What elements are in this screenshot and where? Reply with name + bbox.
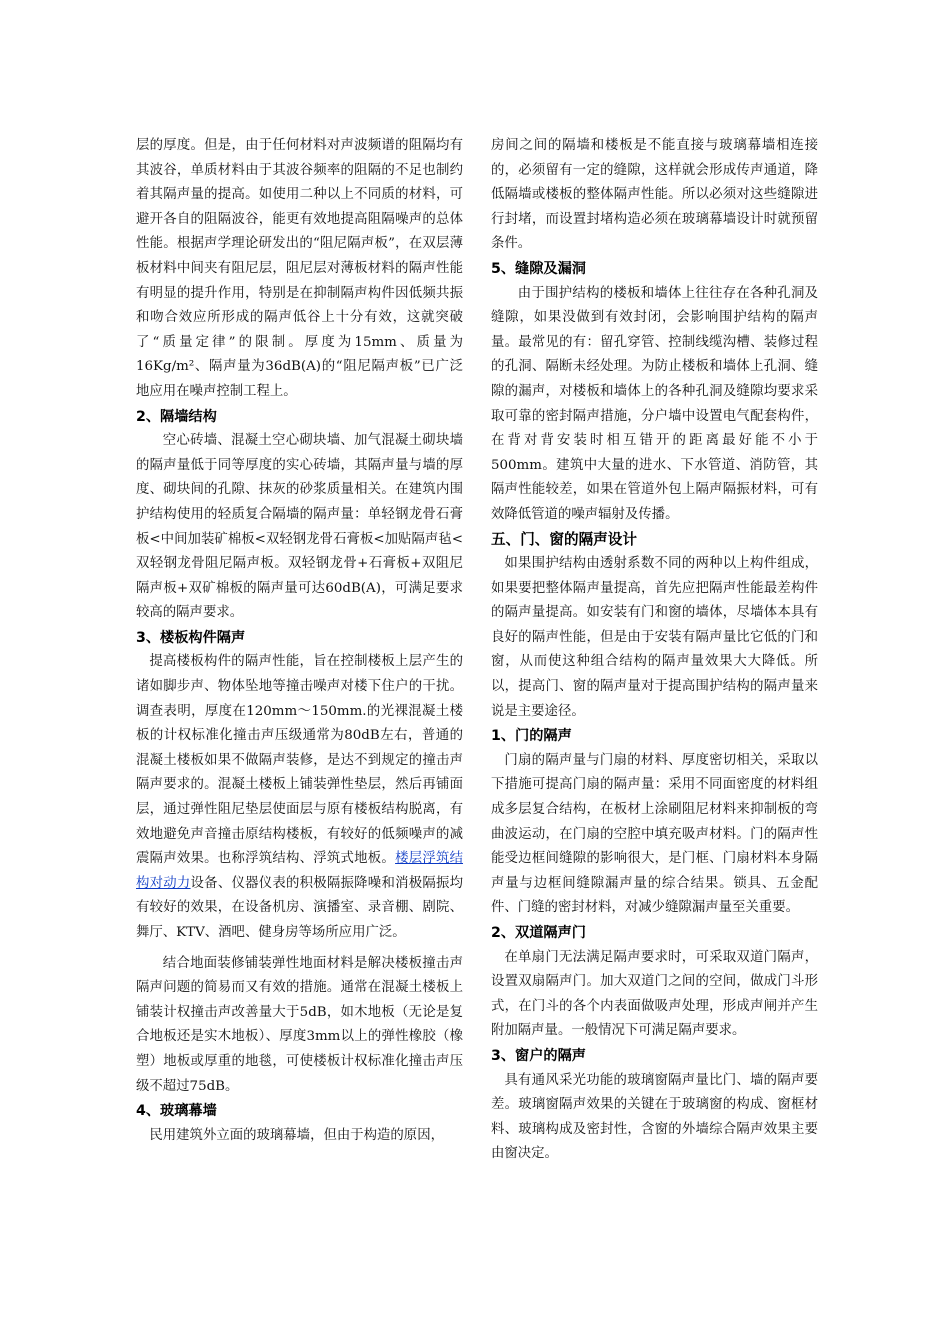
paragraph-partition-structure: 空心砖墙、混凝土空心砌块墙、加气混凝土砌块墙的隔声量低于同等厚度的实心砖墙，其隔声量与墙的厚度、砌块间的孔隙、抹灰的砂浆质量相关。在建筑内围护结构使用的轻质复合隔墙的隔声量：单轻钢龙骨石膏板<中间加装矿棉板<双轻钢龙骨石膏板<加贴隔声毡<双轻钢龙骨阻尼隔声板。双轻钢龙骨+石膏板+双阻尼隔声板+双矿棉板的隔声量可达60dB(A)，可满足要求较高的隔声要求。 bbox=[136, 433, 463, 621]
paragraph-door-window-design: 如果围护结构由透射系数不同的两种以上构件组成，如果要把整体隔声量提高，首先应把隔声性能最差构件的隔声量提高。如安装有门和窗的墙体，尽墙体本具有良好的隔声性能，但是由于安装有隔声量比它低的门和窗，从而使这种组合结构的隔声量效果大大降低。所以，提高门、窗的隔声量对于提高围护结构的隔声量来说是主要途径。 bbox=[491, 556, 818, 719]
heading-glass-curtain-wall: 4、玻璃幕墙 bbox=[136, 1103, 217, 1120]
paragraph-floor-insulation bbox=[136, 650, 463, 945]
heading-window-insulation: 3、窗户的隔声 bbox=[491, 1047, 586, 1064]
heading-partition-structure: 2、隔墙结构 bbox=[136, 408, 217, 425]
paragraph-floor-finish: 结合地面装修铺装弹性地面材料是解决楼板撞击声隔声问题的简易而又有效的措施。通常在混凝土楼板上铺装计权撞击声改善量大于5dB，如木地板（无论是复合地板还是实木地板）、厚度3mm以上的弹性橡胶（橡塑）地板或厚重的地毯，可使楼板计权标准化撞击声压级不超过75dB。 bbox=[136, 955, 463, 1094]
paragraph-door-insulation: 门扇的隔声量与门扇的材料、厚度密切相关，采取以下措施可提高门扇的隔声量：采用不同面密度的材料组成多层复合结构，在板材上涂刷阻尼材料来抑制板的弯曲波运动，在门扇的空腔中填充吸声材料。门的隔声性能受边框间缝隙的影响很大，是门框、门扇材料本身隔声量与边框间缝隙漏声量的综合结果。锁具、五金配件、门缝的密封材料，对减少缝隙漏声量至关重要。 bbox=[491, 752, 818, 916]
paragraph-glass-curtain-wall: 民用建筑外立面的玻璃幕墙，但由于构造的原因， bbox=[149, 1127, 444, 1143]
paragraph-gaps-and-holes: 由于围护结构的楼板和墙体上往往存在各种孔洞及缝隙，如果没做到有效封闭，会影响围护结构的隔声量。最常见的有：留孔穿管、控制线缆沟槽、装修过程的孔洞、隔断未经处理。为防止楼板和墙体上孔洞、缝隙的漏声，对楼板和墙体上的各种孔洞及缝隙均要求采取可靠的密封隔声措施，分户墙中设置电气配套构件，在背对背安装时相互错开的距离最好能不小于500mm。建筑中大量的进水、下水管道、消防管，其隔声性能较差，如果在管道外包上隔声隔振材料，可有效降低管道的噪声辐射及传播。 bbox=[491, 285, 818, 522]
heading-floor-insulation: 3、楼板构件隔声 bbox=[136, 629, 246, 646]
right-column bbox=[491, 134, 818, 1167]
heading-door-insulation: 1、门的隔声 bbox=[491, 728, 572, 745]
paragraph-window-insulation: 具有通风采光功能的玻璃窗隔声量比门、墙的隔声要差。玻璃窗隔声效果的关键在于玻璃窗的构成、窗框材料、玻璃构成及密封性，含窗的外墙综合隔声效果主要由窗决定。 bbox=[491, 1072, 818, 1162]
left-column bbox=[136, 134, 463, 1148]
paragraph-damping-panel: 层的厚度。但是，由于任何材料对声波频谱的阻隔均有其波谷，单质材料由于其波谷频率的阻隔的不足也制约着其隔声量的提高。如使用二种以上不同质的材料，可避开各自的阻隔波谷，能更有效地提高阻隔噪声的总体性能。根据声学理论研发出的“阻尼隔声板”，在双层薄板材料中间夹有阻尼层，阻尼层对薄板材料的隔声性能有明显的提升作用，特别是在抑制隔声构件因低频共振和吻合效应所形成的隔声低谷上十分有效，这就突破了“质量定律”的限制。厚度为15mm、质量为16Kg/m²、隔声量为36dB(A)的“阻尼隔声板”已广泛地应用在噪声控制工程上。 bbox=[136, 138, 463, 399]
paragraph-double-door: 在单扇门无法满足隔声要求时，可采取双道门隔声，设置双扇隔声门。加大双道门之间的空间，做成门斗形式，在门斗的各个内表面做吸声处理，形成声闸并产生附加隔声量。一般情况下可满足隔声要求。 bbox=[491, 949, 818, 1039]
paragraph-curtain-gaps: 房间之间的隔墙和楼板是不能直接与玻璃幕墙相连接的，必须留有一定的缝隙，这样就会形成传声通道，降低隔墙或楼板的整体隔声性能。所以必须对这些缝隙进行封堵，而设置封堵构造必须在玻璃幕墙设计时就预留条件。 bbox=[491, 138, 818, 252]
heading-gaps-and-holes: 5、缝隙及漏洞 bbox=[491, 260, 586, 277]
heading-door-window-design: 五、门、窗的隔声设计 bbox=[491, 530, 637, 548]
floating-floor-link[interactable]: 楼层浮筑结构对动力 bbox=[136, 851, 464, 891]
floor-text-part2: 设备、仪器仪表的积极隔振降噪和消极隔振均有较好的效果，在设备机房、演播室、录音棚、剧院、舞厅、KTV、酒吧、健身房等场所应用广泛。 bbox=[136, 875, 464, 940]
heading-double-door: 2、双道隔声门 bbox=[491, 925, 586, 941]
floor-text-part1: 提高楼板构件的隔声性能，旨在控制楼板上层产生的诸如脚步声、物体坠地等撞击噪声对楼下住户的干扰。调查表明，厚度在120mm～150mm.的光裸混凝土楼板的计权标准化撞击声压级通常为80dB左右，普通的混凝土楼板如果不做隔声装修，是达不到规定的撞击声隔声要求的。混凝土楼板上铺装弹性垫层，然后再铺面层，通过弹性阻尼垫层使面层与原有楼板结构脱离，有效地避免声音撞击原结构楼板，有较好的低频噪声的减震隔声效果。也称浮筑结构、浮筑式地板。 bbox=[136, 654, 463, 867]
